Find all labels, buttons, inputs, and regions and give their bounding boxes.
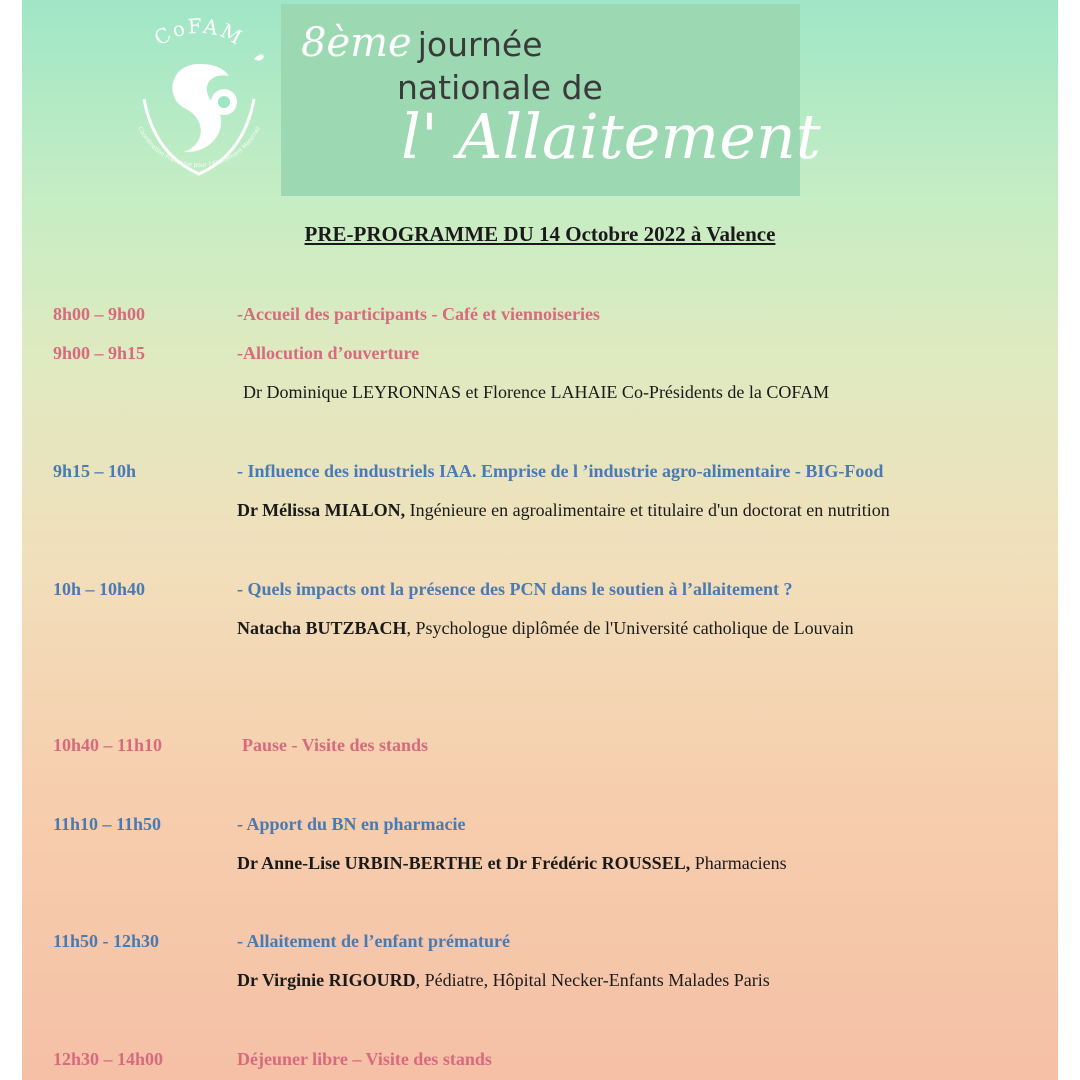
svg-text:CoFAM <box>150 14 248 51</box>
banner-line3: l' Allaitement <box>401 100 821 173</box>
row-speaker <box>243 382 829 403</box>
row-speaker <box>237 618 854 639</box>
row-title: - Allaitement de l’enfant prématuré <box>237 931 510 951</box>
row-title: Déjeuner libre – Visite des stands <box>237 1049 492 1069</box>
speaker-name: Natacha BUTZBACH <box>237 618 407 638</box>
logo-tagline: Coordination Française pour l'Allaitement Maternel <box>136 125 262 170</box>
row-time: 12h30 – 14h00 <box>53 1049 164 1069</box>
speaker-desc: , Psychologue diplômée de l'Université catholique de Louvain <box>406 618 854 638</box>
row-title: - Quels impacts ont la présence des PCN dans le soutien à l’allaitement ? <box>237 579 793 599</box>
program-page <box>22 0 1058 1080</box>
cofam-logo-icon <box>114 4 284 194</box>
row-speaker <box>237 970 770 991</box>
row-title: - Apport du BN en pharmacie <box>237 814 466 834</box>
logo-text: CoFAM <box>149 13 248 51</box>
cofam-logo <box>114 4 284 194</box>
row-time: 9h15 – 10h <box>53 461 137 481</box>
row-title: -Allocution d’ouverture <box>237 343 420 363</box>
banner-ordinal: 8ème <box>301 20 412 66</box>
speaker-desc: , Pédiatre, Hôpital Necker-Enfants Malades Paris <box>415 970 770 990</box>
banner-line2: nationale de <box>397 68 603 107</box>
event-banner <box>281 4 821 196</box>
row-title: -Accueil des participants - Café et viennoiseries <box>237 304 600 324</box>
row-time: 11h10 – 11h50 <box>53 814 162 834</box>
row-time: 8h00 – 9h00 <box>53 304 146 324</box>
speaker-name: Dr Mélissa MIALON, <box>237 500 406 520</box>
speaker-desc: Dr Dominique LEYRONNAS et Florence LAHAIE Co-Présidents de la COFAM <box>243 382 830 402</box>
row-time: 11h50 - 12h30 <box>53 931 160 951</box>
row-time: 10h – 10h40 <box>53 579 146 599</box>
banner-line1: journée <box>417 25 543 64</box>
row-speaker <box>237 500 890 521</box>
speaker-desc: Pharmaciens <box>690 853 787 873</box>
speaker-name: Dr Anne-Lise URBIN-BERTHE et Dr Frédéric ROUSSEL, <box>237 853 691 873</box>
row-title: Pause - Visite des stands <box>242 735 429 755</box>
speaker-desc: Ingénieure en agroalimentaire et titulaire d'un doctorat en nutrition <box>405 500 890 520</box>
row-speaker <box>237 853 787 874</box>
row-title: - Influence des industriels IAA. Emprise de l ’industrie agro-alimentaire - BIG-Food <box>237 461 884 481</box>
row-time: 9h00 – 9h15 <box>53 343 146 363</box>
speaker-name: Dr Virginie RIGOURD <box>237 970 416 990</box>
row-time: 10h40 – 11h10 <box>53 735 163 755</box>
program-heading: PRE-PROGRAMME DU 14 Octobre 2022 à Valence <box>304 222 776 246</box>
